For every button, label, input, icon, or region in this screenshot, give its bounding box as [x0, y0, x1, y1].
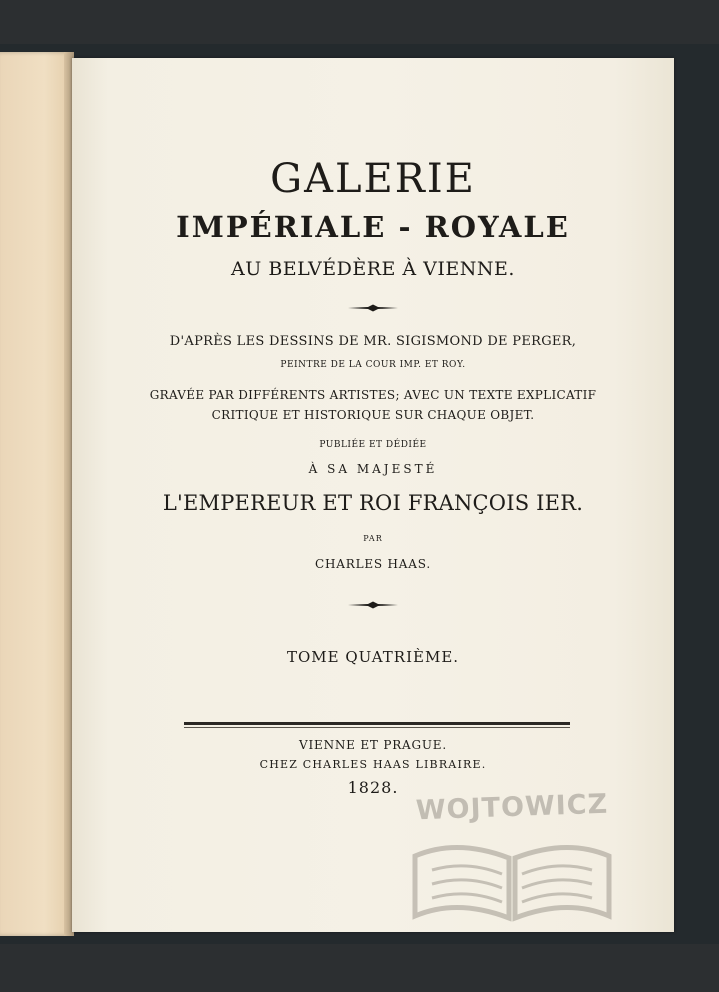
imprint-publisher: CHEZ CHARLES HAAS LIBRAIRE.: [259, 758, 487, 771]
artist-credit: D'APRÈS LES DESSINS DE MR. SIGISMOND DE PERGER,: [169, 334, 577, 349]
title-page: [72, 58, 674, 932]
dedication-emperor: L'EMPEREUR ET ROI FRANÇOIS IER.: [162, 491, 584, 515]
author-name: CHARLES HAAS.: [315, 557, 431, 571]
dedication-majesty: À SA MAJESTÉ: [308, 462, 438, 476]
dedication-label: PUBLIÉE ET DÉDIÉE: [319, 440, 427, 450]
by-label: PAR: [363, 534, 383, 543]
divider-rule-thin: [184, 727, 570, 728]
title-secondary: IMPÉRIALE - ROYALE: [176, 210, 570, 244]
divider-rule-thick: [184, 722, 570, 725]
ornament-divider: [348, 304, 398, 312]
imprint-place: VIENNE ET PRAGUE.: [299, 738, 447, 752]
artist-title: PEINTRE DE LA COUR IMP. ET ROY.: [280, 360, 466, 370]
title-main: GALERIE: [270, 156, 476, 202]
ornament-divider-2: [348, 601, 398, 609]
imprint-year: 1828.: [347, 778, 399, 797]
volume-label: TOME QUATRIÈME.: [286, 648, 460, 666]
critique-note: CRITIQUE ET HISTORIQUE SUR CHAQUE OBJET.: [211, 408, 535, 422]
engraving-note: GRAVÉE PAR DIFFÉRENTS ARTISTES; AVEC UN TEXTE EXPLICATIF: [149, 388, 597, 402]
library-stamp: [397, 778, 627, 928]
stamp-text: WOJTOWICZ: [415, 788, 609, 827]
left-page-edge: [0, 52, 74, 936]
title-location: AU BELVÉDÈRE À VIENNE.: [231, 258, 515, 280]
